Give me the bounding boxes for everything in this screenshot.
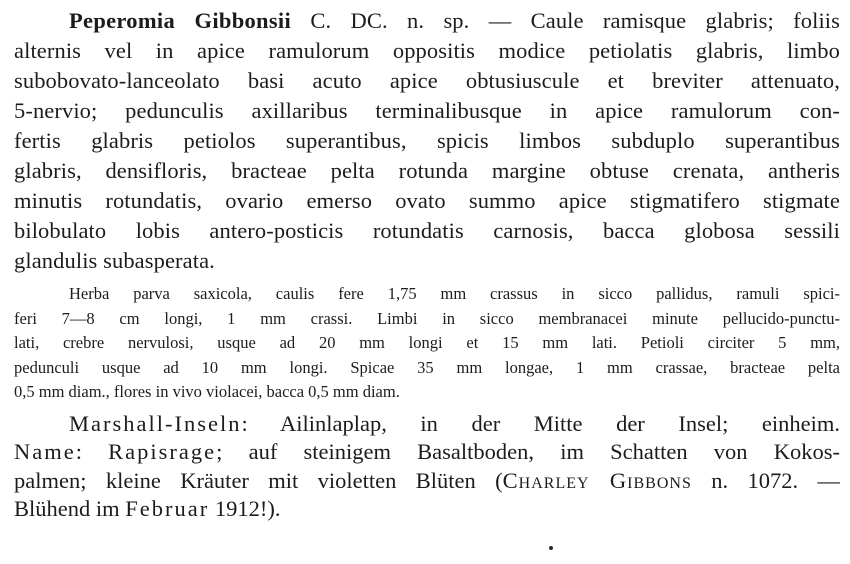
locality-line	[14, 495, 840, 524]
diagnosis-line: subobovato-lanceolato basi acuto apice obtusiuscule et breviter attenuato,	[14, 68, 840, 93]
locality-line-text: : Ailinlaplap, in der Mitte der Insel; einheim.	[241, 410, 840, 436]
description-line: feri 7—8 cm longi, 1 mm crassi. Limbi in sicco membranacei minute pellucido-punctu-	[14, 308, 840, 328]
diagnosis-line: 5-nervio; pedunculis axillaribus terminalibusque in apice ramulorum con-	[14, 98, 840, 123]
locality-line	[14, 467, 840, 496]
species-name: Peperomia Gibbonsii	[69, 8, 292, 33]
print-speck	[549, 546, 553, 550]
place-name: Marshall-Inseln	[69, 410, 242, 436]
diagnosis-line: alternis vel in apice ramulorum oppositis modice petiolatis glabris, limbo	[14, 38, 840, 63]
locality-line	[14, 410, 840, 439]
description-line: 0,5 mm diam., flores in vivo violacei, bacca 0,5 mm diam.	[14, 382, 400, 401]
diagnosis-line: fertis glabris petiolos superantibus, spicis limbos subduplo superantibus	[14, 128, 840, 153]
locality-line-text: ; auf steinigem Basaltboden, im Schatten von Kokos-	[216, 439, 840, 464]
botanical-text-page	[14, 6, 840, 524]
diagnosis-line	[14, 6, 840, 36]
name-label: Name	[14, 439, 76, 464]
diagnosis-line: minutis rotundatis, ovario emerso ovato summo apice stigmatifero stigmate	[14, 188, 840, 213]
name-separator: :	[75, 439, 109, 464]
diagnosis-line: glabris, densifloris, bracteae pelta rotunda margine obtuse crenata, antheris	[14, 158, 840, 183]
diagnosis-line: bilobulato lobis antero-posticis rotundatis carnosis, bacca globosa sessili	[14, 218, 840, 243]
collector-name: Charley Gibbons	[502, 467, 692, 493]
locality-line-text: palmen; kleine Kräuter mit violetten Blüten (	[14, 467, 503, 493]
flowering-month: Februar	[125, 496, 210, 521]
latin-diagnosis	[14, 6, 840, 276]
native-name: Rapisrage	[108, 439, 217, 464]
specimen-number: n. 1072. —	[691, 467, 840, 493]
species-description	[14, 282, 840, 405]
diagnosis-line: glandulis subasperata.	[14, 248, 215, 273]
locality-line-text: Blühend im	[14, 496, 126, 521]
description-line: pedunculi usque ad 10 mm longi. Spicae 35 mm longae, 1 mm crassae, bracteae pelta	[14, 357, 840, 377]
diagnosis-line-text: C. DC. n. sp. — Caule ramisque glabris; foliis	[291, 8, 840, 33]
locality-record	[14, 410, 840, 524]
locality-line	[14, 438, 840, 467]
flowering-year: 1912!).	[209, 496, 281, 521]
description-line: Herba parva saxicola, caulis fere 1,75 mm crassus in sicco pallidus, ramuli spici-	[69, 284, 840, 303]
description-line: lati, crebre nervulosi, usque ad 20 mm longi et 15 mm lati. Petioli circiter 5 mm,	[14, 333, 840, 352]
